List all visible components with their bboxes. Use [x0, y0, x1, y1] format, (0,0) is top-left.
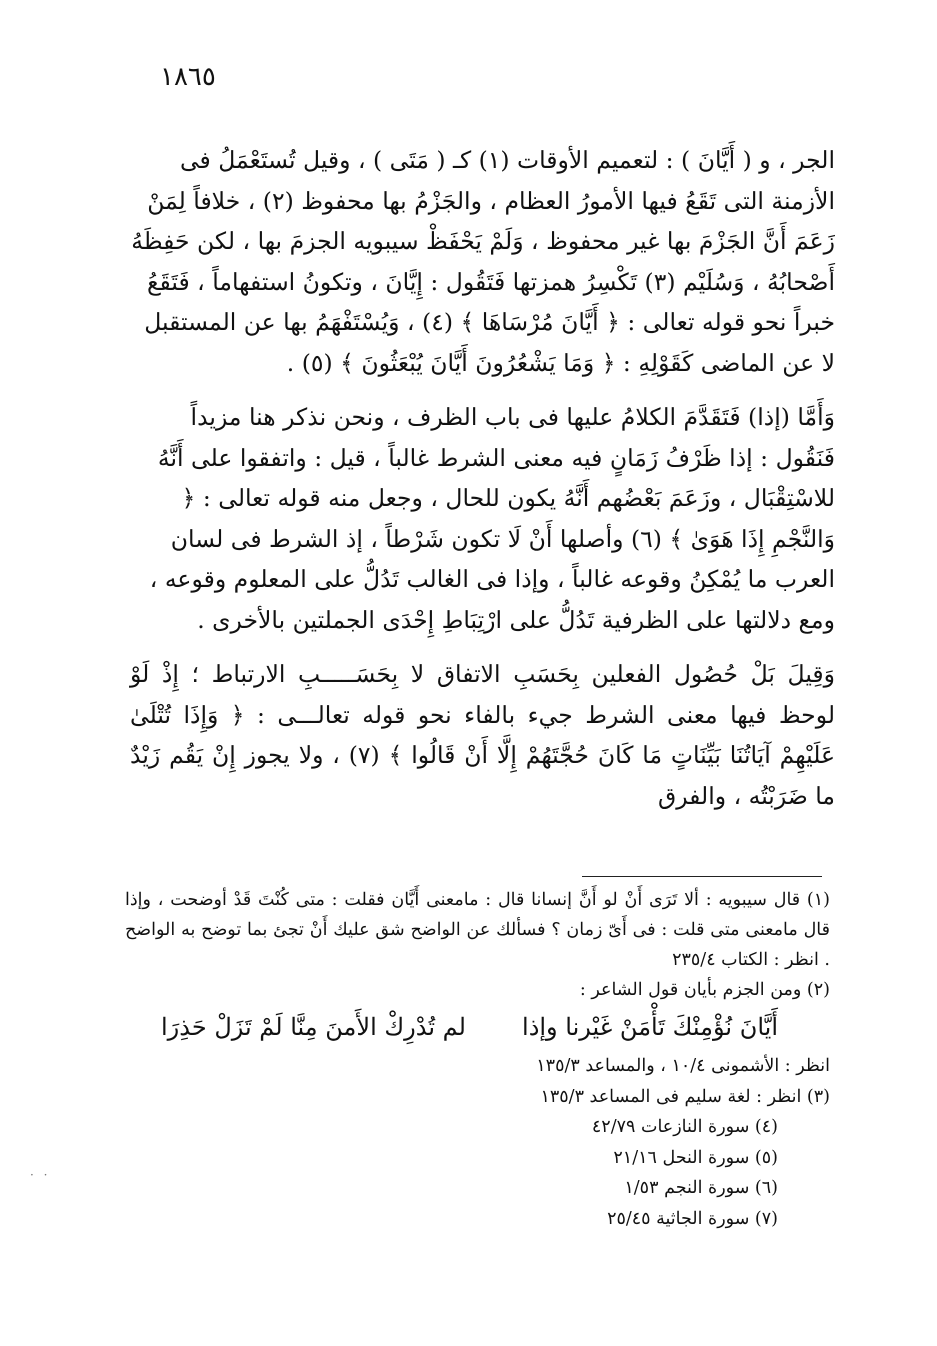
page-number: ١٨٦٥	[160, 62, 216, 92]
main-text	[130, 140, 835, 830]
scan-speck: · ·	[30, 1168, 51, 1182]
footnote-6: (٦) سورة النجم ١/٥٣	[624, 1178, 778, 1198]
footnote-separator	[582, 876, 822, 877]
paragraph-ayyana: الجر ، و ( أَيَّانَ ) : لتعميم الأوقات (١) كـ ( مَتَى ) ، وقيل تُستَعْمَلُ فى الأزمنة التى تَقَعُ فيها الأمورُ العظام ، والجَزْمُ بها محفوظ (٢) ، خلافاً لِمَنْ زَعَمَ أَنَّ الجَزْمَ بها غير محفوظ ، وَلَمْ يَحْفَظْ سيبويه الجزمَ بها ، لكن حَفِظَهُ أَصْحابُهُ ، وَسُلَيْم (٣) تَكْسِرُ همزتها فَتَقُول : إِيَّانَ ، وتكونُ استفهاماً ، فَتَقَعُ خبراً نحو قوله تعالى : ﴿ أَيَّانَ مُرْسَاهَا ﴾ (٤) ، وَيُسْتَفْهَمُ بها عن المستقبل لا عن الماضى كَقَوْلِهِ : ﴿ وَمَا يَشْعُرُونَ أَيَّانَ يُبْعَثُونَ ﴾ (٥) .	[131, 146, 835, 377]
footnote-2-reference: انظر : الأشمونى ١٠/٤ ، والمساعد ١٣٥/٣	[536, 1056, 830, 1076]
footnotes	[125, 885, 830, 1234]
footnote-4: (٤) سورة النازعات ٤٢/٧٩	[591, 1117, 778, 1137]
footnote-2-intro: (٢) ومن الجزم بأيان قول الشاعر :	[579, 980, 830, 1000]
paragraph-idha: وَأَمَّا (إذا) فَتَقَدَّمَ الكلامُ عليها فى باب الظرف ، ونحن نذكر هنا مزيداً فَنَقُول : إذا ظَرْفُ زَمَانٍ فيه معنى الشرط غالباً ، قيل : واتفقوا على أَنَّهُ للاسْتِقْبَال ، وزَعَمَ بَعْضُهم أَنَّهُ يكون للحال ، وجعل منه قوله تعالى : ﴿ وَالنَّجْمِ إِذَا هَوَىٰ ﴾ (٦) وأصلها أَنْ لَا تكون شَرْطاً ، إذ الشرط فى لسان العرب ما يُمْكِنُ وقوعه غالباً ، وإذا فى الغالب تَدُلُّ على المعلوم وقوعه ، ومع دلالتها على الظرفية تَدُلُّ على ارْتِبَاطِ إِحْدَى الجملتين بالأخرى .	[149, 403, 835, 634]
footnote-3: (٣) انظر : لغة سليم فى المساعد ١٣٥/٣	[540, 1086, 830, 1107]
poetry-verse	[125, 1005, 778, 1051]
footnote-references	[125, 1051, 830, 1234]
footnote-1: (١) قال سيبويه : ألا تَرَى أَنْ لو أَنَّ إنسانا قال : مامعنى أَيَّان فقلت : متى كُنْتَ قَدْ أوضحت ، وإذا قال مامعنى متى قلت : فى أَىّ زمان ؟ فسألك عن الواضح شق عليك أَنْ تجئ بما توضح به الواضح . انظر : الكتاب ٢٣٥/٤	[125, 890, 830, 970]
paragraph-qila: وَقِيلَ بَلْ حُصُول الفعلين بِحَسَبِ الاتفاق لا بِحَسَـــــبِ الارتباط ؛ إِذْ لَوْ لوحظ فيها معنى الشرط جيء بالفاء نحو قوله تعالـــى : ﴿ وَإِذَا تُتْلَىٰ عَلَيْهِمْ آيَاتُنَا بَيِّنَاتٍ مَا كَانَ حُجَّتَهُمْ إِلَّا أَنْ قَالُوا ﴾ (٧) ، ولا يجوز إِنْ يَقُم زَيْدٌ ما ضَرَبْتُه ، والفرق	[130, 660, 835, 810]
verse-first-hemistich: أَيَّانَ نُؤْمِنْكَ تَأْمَنْ غَيْرنا وإذا	[522, 1013, 778, 1041]
footnote-7: (٧) سورة الجاثية ٢٥/٤٥	[607, 1208, 778, 1229]
footnote-5: (٥) سورة النحل ٢١/١٦	[613, 1147, 778, 1168]
verse-second-hemistich: لم تُدْرِكْ الأَمنَ مِنَّا لَمْ تَزَلْ حَذِرَا	[161, 1013, 466, 1041]
